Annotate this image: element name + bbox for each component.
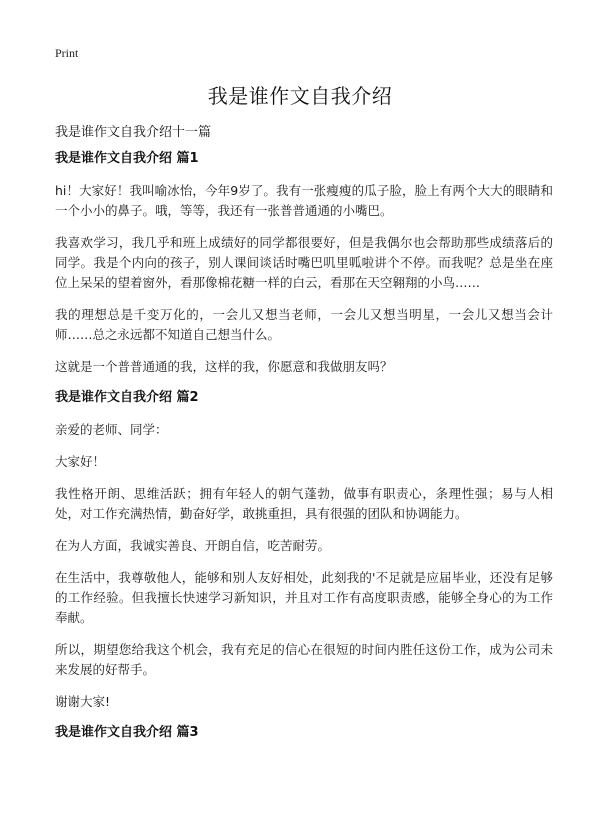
paragraph: 这就是一个普普通通的我，这样的我，你愿意和我做朋友吗？	[55, 359, 393, 374]
section-heading: 我是谁作文自我介绍 篇2	[55, 390, 199, 405]
paragraph: 我的理想总是千变万化的，一会儿又想当老师，一会儿又想当明星，一会儿又想当会计师……总之永远都不知道自己想当什么。	[55, 307, 553, 342]
paragraph: 谢谢大家!	[55, 694, 111, 709]
paragraph: 亲爱的老师、同学：	[55, 422, 168, 437]
section-heading: 我是谁作文自我介绍 篇3	[55, 725, 199, 740]
paragraph: 在为人方面，我诚实善良、开朗自信，吃苦耐劳。	[55, 538, 331, 553]
document-body	[55, 150, 553, 755]
paragraph: 我喜欢学习，我几乎和班上成绩好的同学都很要好，但是我偶尔也会帮助那些成绩落后的同学。我是个内向的孩子，别人课间谈话时嘴巴叽里呱啦讲个不停。而我呢？总是坐在座位上呆呆的望着窗外，看那像棉花糖一样的白云，看那在天空翱翔的小鸟……	[55, 235, 553, 290]
essay-section-1	[55, 150, 553, 377]
paragraph: 大家好！	[55, 454, 106, 469]
paragraph: 我性格开朗、思维活跃；拥有年轻人的朝气蓬勃，做事有职责心，条理性强；易与人相处，对工作充满热情，勤奋好学，敢挑重担，具有很强的团队和协调能力。	[55, 486, 553, 521]
essay-section-3	[55, 724, 553, 742]
document-title: 我是谁作文自我介绍	[207, 84, 393, 108]
paragraph: 所以，期望您给我这个机会，我有充足的信心在很短的时间内胜任这份工作，成为公司未来发展的好帮手。	[55, 642, 553, 677]
section-heading: 我是谁作文自我介绍 篇1	[55, 151, 199, 166]
print-label: Print	[55, 46, 79, 60]
paragraph: 在生活中，我尊敬他人，能够和别人友好相处，此刻我的'不足就是应届毕业，还没有足够的工作经验。但我擅长快速学习新知识，并且对工作有高度职责感，能够全身心的为工作奉献。	[55, 570, 553, 625]
document-subtitle: 我是谁作文自我介绍十一篇	[55, 125, 212, 140]
essay-section-2	[55, 389, 553, 712]
paragraph: hi！大家好！我叫喻冰怡，今年9岁了。我有一张瘦瘦的瓜子脸，脸上有两个大大的眼睛和一个小小的鼻子。哦，等等，我还有一张普普通通的小嘴巴。	[55, 183, 553, 218]
